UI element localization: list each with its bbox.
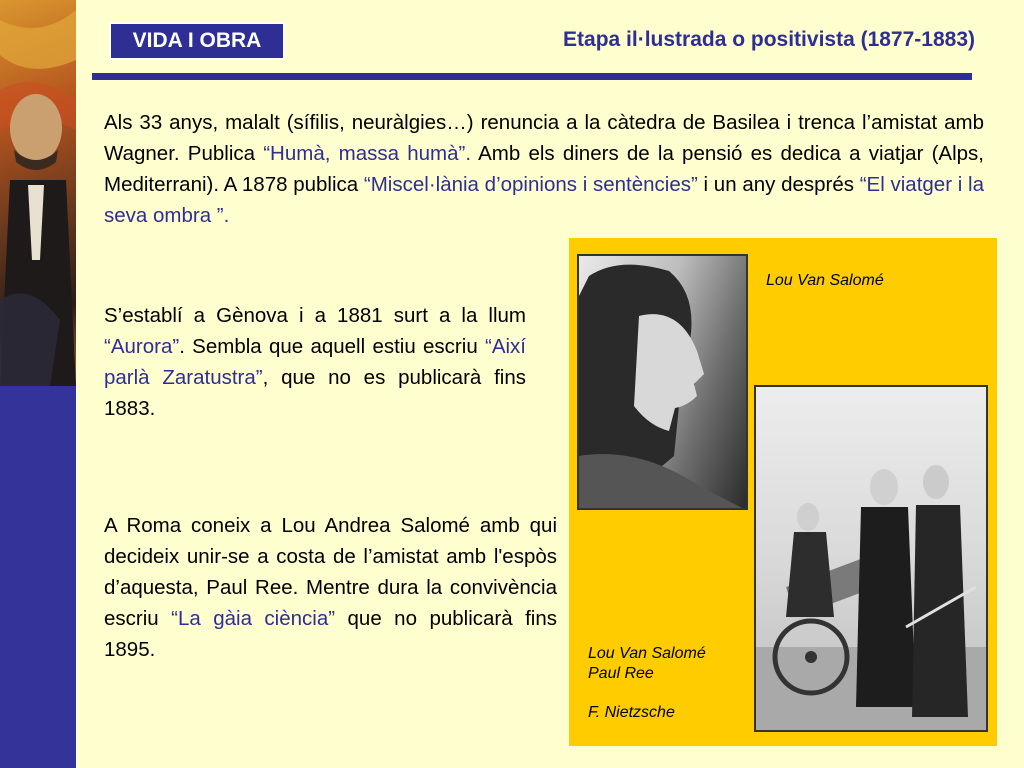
work-title: “Humà, massa humà”. [263,142,472,165]
title-divider [92,73,972,80]
photo1-caption: Lou Van Salomé [766,272,884,289]
salome-ree-nietzsche-photo [754,385,988,732]
section-tag: VIDA I OBRA [109,22,285,60]
lou-salome-photo [577,254,748,510]
nietzsche-portrait-painting [0,0,76,386]
work-title: “Aurora” [104,335,180,358]
work-title: “El viatger i la seva ombra ”. [104,173,984,227]
photo2-caption-line1: Lou Van Salomé [588,645,706,662]
paragraph-biography-2: S’establí a Gènova i a 1881 surt a la llum “Aurora”. Sembla que aquell estiu escriu “Així parlà Zaratustra”, que no es publicarà fins 1883. [104,304,526,420]
paragraph-biography-3: A Roma coneix a Lou Andrea Salomé amb qui decideix unir-se a costa de l’amistat amb l'espòs d’aquesta, Paul Ree. Mentre dura la convivència escriu “La gàia ciència” que no publicarà fins 1895. [104,514,557,661]
slide-title: Etapa il·lustrada o positivista (1877-1883) [563,28,975,51]
work-title: “La gàia ciència” [171,607,336,630]
photo2-caption-line3: F. Nietzsche [588,704,675,721]
work-title: “Miscel·lània d’opinions i sentències” [363,173,698,196]
photo2-caption-line2: Paul Ree [588,665,654,682]
paragraph-biography-1: Als 33 anys, malalt (sífilis, neuràlgies…) renuncia a la càtedra de Basilea i trenca l’amistat amb Wagner. Publica “Humà, massa humà”. Amb els diners de la pensió es dedica a viatjar (Alps, Mediterrani). A 1878 publica “Miscel·lània d’opinions i sentències” i un any després “El viatger i la seva ombra ”. [104,111,985,227]
work-title: “Així parlà Zaratustra” [104,335,526,389]
